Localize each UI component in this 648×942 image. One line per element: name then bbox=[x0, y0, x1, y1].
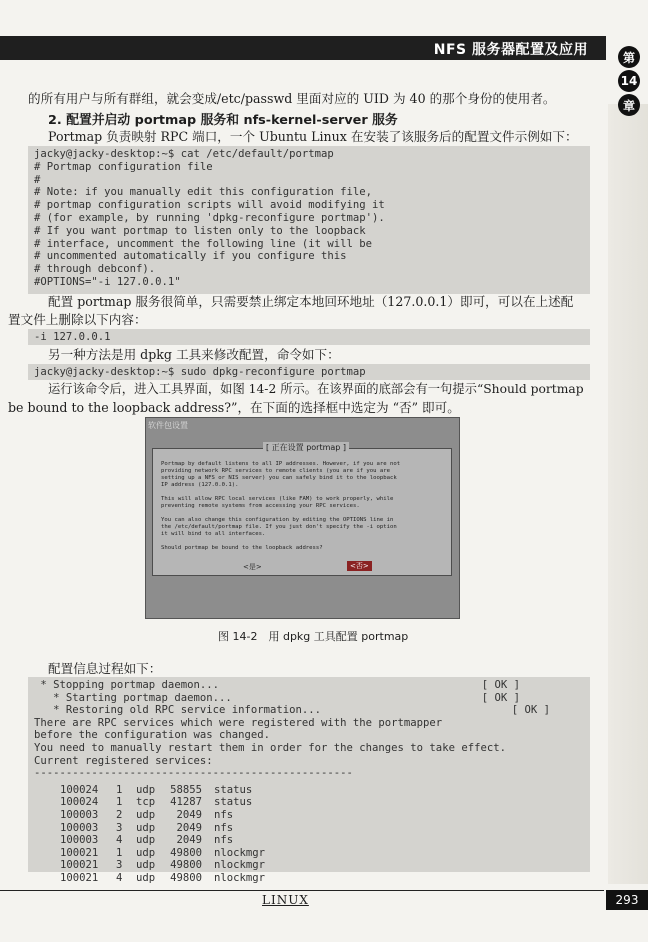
service-cell: udp bbox=[136, 872, 156, 884]
chapter-char: 第 bbox=[618, 46, 640, 68]
log-line: * Restoring old RPC service information... bbox=[34, 704, 322, 717]
service-cell: 49800 bbox=[170, 846, 202, 859]
code-line: # portmap configuration scripts will avoid modifying it bbox=[34, 199, 385, 212]
service-cell: nfs bbox=[214, 809, 234, 821]
service-cell: 1 bbox=[116, 846, 123, 859]
service-cell: status bbox=[214, 796, 253, 809]
log-line: There are RPC services which were registered with the portmapper bbox=[34, 716, 443, 729]
paragraph: 的所有用户与所有群组，就会变成/etc/passwd 里面对应的 UID 为 40 的那个身份的使用者。 bbox=[28, 91, 556, 106]
service-cell: 1 bbox=[116, 796, 123, 809]
code-line: # Note: if you manually edit this configuration file, bbox=[34, 186, 373, 199]
paragraph: 另一种方法是用 dpkg 工具来修改配置，命令如下： bbox=[48, 347, 340, 362]
dialog-line: it will bind to all interfaces. bbox=[161, 531, 266, 537]
section-heading: 2. 配置并启动 portmap 服务和 nfs-kernel-server 服务 bbox=[48, 113, 398, 128]
service-cell: 41287 bbox=[170, 796, 202, 809]
service-cell: 1 bbox=[116, 783, 123, 796]
dialog-line: Portmap by default listens to all IP addresses. However, if you are not bbox=[161, 461, 401, 467]
code-block-portmap-config bbox=[28, 146, 590, 294]
service-cell: 3 bbox=[116, 821, 123, 834]
service-cell: 2049 bbox=[176, 821, 202, 834]
service-cell: udp bbox=[136, 783, 156, 796]
status-ok-label: [ OK ] bbox=[481, 679, 520, 691]
service-cell: 100021 bbox=[60, 859, 99, 872]
page-edge-shadow bbox=[608, 104, 648, 884]
code-line: # bbox=[34, 173, 41, 186]
dialog-title: [ 正在设置 portmap ] bbox=[263, 442, 349, 453]
service-cell: nlockmgr bbox=[214, 859, 266, 872]
service-cell: nlockmgr bbox=[214, 872, 266, 884]
status-ok-label: [ OK ] bbox=[511, 704, 550, 717]
service-cell: 2 bbox=[116, 809, 123, 821]
paragraph: Portmap 负责映射 RPC 端口，一个 Ubuntu Linux 在安装了该服务后的配置文件示例如下： bbox=[48, 129, 578, 144]
dialog-line: setting up a NFS or NIS server) you can safely bind it to the loopback bbox=[161, 475, 397, 481]
dialog-box bbox=[152, 443, 452, 576]
log-line: * Starting portmap daemon... bbox=[34, 691, 232, 704]
status-ok-label: [ OK ] bbox=[481, 691, 520, 704]
paragraph: 运行该命令后，进入工具界面，如图 14-2 所示。在该界面的底部会有一句提示“Should portmap bbox=[48, 382, 584, 396]
dialog-line: preventing remote systems from accessing your RPC services. bbox=[161, 503, 360, 509]
service-cell: 100003 bbox=[60, 834, 99, 847]
log-line: You need to manually restart them in order for the changes to take effect. bbox=[34, 742, 506, 754]
log-line: before the configuration was changed. bbox=[34, 729, 270, 742]
service-cell: udp bbox=[136, 809, 156, 821]
footer-logo: LINUX bbox=[262, 893, 309, 907]
service-cell: 2049 bbox=[176, 809, 202, 821]
dpkg-screenshot-figure bbox=[145, 417, 460, 619]
service-cell: 100003 bbox=[60, 809, 99, 821]
service-cell: 49800 bbox=[170, 859, 202, 872]
service-cell: 49800 bbox=[170, 872, 202, 884]
log-line: * Stopping portmap daemon... bbox=[34, 679, 219, 691]
service-cell: 4 bbox=[116, 872, 123, 884]
service-cell: 4 bbox=[116, 834, 123, 847]
figure-menu-label: 软件包设置 bbox=[148, 421, 188, 430]
footer-rule bbox=[0, 890, 604, 891]
service-cell: 100024 bbox=[60, 783, 99, 796]
chapter-tab bbox=[616, 46, 642, 116]
no-button[interactable]: <否> bbox=[347, 561, 372, 571]
dialog-line: the /etc/default/portmap file. If you just don't specify the -i option bbox=[161, 524, 397, 530]
code-line: # uncommented automatically if you configure this bbox=[34, 250, 347, 263]
service-cell: status bbox=[214, 783, 253, 796]
service-cell: tcp bbox=[136, 796, 156, 809]
running-header bbox=[0, 36, 606, 60]
page-number: 293 bbox=[606, 890, 648, 910]
paragraph: be bound to the loopback address?”，在下面的选择框中选定为 “否” 即可。 bbox=[8, 400, 460, 415]
dialog-line: This will allow RPC local services (like FAM) to work properly, while bbox=[161, 496, 394, 502]
code-line: # interface, uncomment the following line (it will be bbox=[34, 237, 373, 250]
code-line: # If you want portmap to listen only to the loopback bbox=[34, 224, 366, 237]
code-block-log bbox=[28, 677, 590, 884]
service-cell: nfs bbox=[214, 834, 234, 847]
dialog-line: Should portmap be bound to the loopback address? bbox=[161, 545, 323, 551]
service-cell: nfs bbox=[214, 821, 234, 834]
service-cell: 100021 bbox=[60, 846, 99, 859]
paragraph: 配置信息过程如下： bbox=[48, 661, 162, 676]
code-block-option: -i 127.0.0.1 bbox=[28, 329, 590, 345]
service-cell: udp bbox=[136, 834, 156, 847]
code-line: jacky@jacky-desktop:~$ cat /etc/default/portmap bbox=[34, 148, 334, 160]
dialog-line: providing network RPC services to remote clients (you are if you are bbox=[161, 468, 391, 474]
service-cell: 100003 bbox=[60, 821, 99, 834]
code-line: # Portmap configuration file bbox=[34, 160, 213, 173]
figure-caption: 图 14-2 用 dpkg 工具配置 portmap bbox=[218, 630, 409, 643]
log-line: -------------------------------------------------- bbox=[34, 767, 353, 780]
log-line: Current registered services: bbox=[34, 754, 213, 767]
service-cell: udp bbox=[136, 859, 156, 872]
service-cell: udp bbox=[136, 846, 156, 859]
chapter-char: 章 bbox=[618, 94, 640, 116]
code-line: #OPTIONS="-i 127.0.0.1" bbox=[34, 275, 181, 288]
service-cell: 100021 bbox=[60, 872, 99, 884]
dialog-line: You can also change this configuration by editing the OPTIONS line in bbox=[161, 517, 394, 523]
service-cell: 100024 bbox=[60, 796, 99, 809]
dialog-line: IP address (127.0.0.1). bbox=[161, 482, 239, 488]
code-line: # (for example, by running 'dpkg-reconfigure portmap'). bbox=[34, 211, 385, 224]
code-line: # through debconf). bbox=[34, 263, 156, 276]
service-cell: nlockmgr bbox=[214, 846, 266, 859]
service-cell: 2049 bbox=[176, 834, 202, 847]
code-block-dpkg-command: jacky@jacky-desktop:~$ sudo dpkg-reconfigure portmap bbox=[28, 364, 590, 380]
header-title: NFS 服务器配置及应用 bbox=[433, 42, 588, 58]
paragraph: 置文件上删除以下内容： bbox=[8, 312, 147, 327]
yes-button[interactable]: <是> bbox=[243, 563, 262, 571]
service-cell: 3 bbox=[116, 859, 123, 872]
paragraph: 配置 portmap 服务很简单，只需要禁止绑定本地回环地址（127.0.0.1）即可，可以在上述配 bbox=[48, 294, 574, 309]
service-cell: 58855 bbox=[170, 783, 202, 796]
service-cell: udp bbox=[136, 821, 156, 834]
chapter-number: 14 bbox=[618, 70, 640, 92]
